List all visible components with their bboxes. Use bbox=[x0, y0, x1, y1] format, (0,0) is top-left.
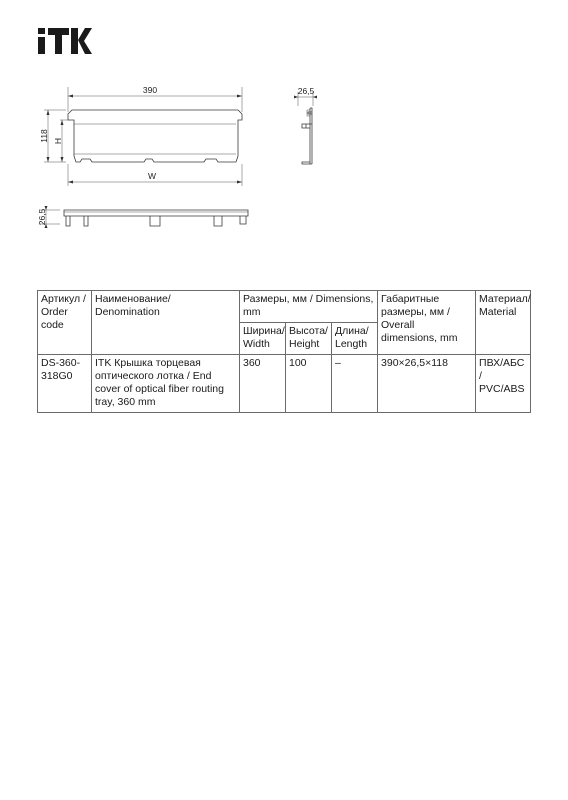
itk-logo bbox=[38, 28, 92, 54]
header-material: Материал/ Material bbox=[476, 291, 531, 355]
cell-material: ПВХ/АБС / PVC/ABS bbox=[476, 355, 531, 413]
table-row bbox=[38, 355, 531, 413]
dim-height-118: 118 bbox=[39, 129, 49, 143]
dim-width-390: 390 bbox=[142, 85, 158, 95]
side-view-drawing bbox=[288, 84, 328, 168]
table-header-row bbox=[38, 291, 531, 323]
dim-label-w: W bbox=[147, 171, 157, 181]
dim-label-h: H bbox=[53, 137, 63, 145]
header-length: Длина/ Length bbox=[332, 323, 378, 355]
dim-bottom-depth: 26,5 bbox=[37, 208, 47, 226]
cell-height: 100 bbox=[286, 355, 332, 413]
cell-article: DS-360-318G0 bbox=[38, 355, 92, 413]
front-view-drawing bbox=[30, 84, 260, 194]
bottom-view-drawing bbox=[36, 200, 256, 236]
header-width: Ширина/ Width bbox=[240, 323, 286, 355]
header-denomination: Наименование/ Denomination bbox=[92, 291, 240, 355]
cell-width: 360 bbox=[240, 355, 286, 413]
header-dimensions: Размеры, мм / Dimensions, mm bbox=[240, 291, 378, 323]
cell-length: – bbox=[332, 355, 378, 413]
spec-table bbox=[37, 290, 531, 413]
header-height: Высота/ Height bbox=[286, 323, 332, 355]
header-overall: Габаритные размеры, мм / Overall dimensions, mm bbox=[378, 291, 476, 355]
dim-side-depth: 26,5 bbox=[297, 86, 315, 96]
cell-denomination: ITK Крышка торцевая оптического лотка / End cover of optical fiber routing tray, 360 mm bbox=[92, 355, 240, 413]
cell-overall: 390×26,5×118 bbox=[378, 355, 476, 413]
header-article: Артикул / Order code bbox=[38, 291, 92, 355]
